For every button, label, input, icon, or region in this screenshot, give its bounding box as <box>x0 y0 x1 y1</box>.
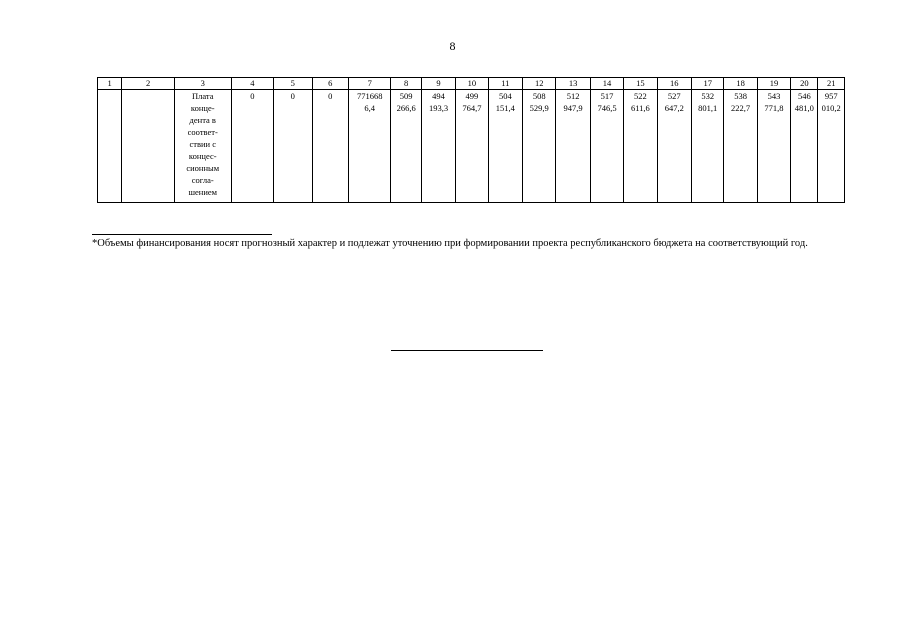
table-cell-13 <box>556 90 590 203</box>
column-number-19: 19 <box>757 78 790 90</box>
table-cell-3 <box>174 90 231 203</box>
column-number-6: 6 <box>312 78 348 90</box>
cell-line: 499 <box>465 91 479 101</box>
column-number-16: 16 <box>657 78 691 90</box>
cell-line: 746,5 <box>597 103 617 113</box>
cell-line: соответ- <box>187 127 218 137</box>
cell-line: концес- <box>188 151 217 161</box>
cell-line: Плата <box>191 91 214 101</box>
column-number-12: 12 <box>523 78 556 90</box>
cell-text <box>693 90 722 114</box>
column-number-2: 2 <box>122 78 175 90</box>
cell-text <box>392 90 419 114</box>
cell-line: 512 <box>566 91 580 101</box>
cell-line: дента в <box>189 115 216 125</box>
column-number-10: 10 <box>456 78 488 90</box>
column-number-7: 7 <box>348 78 391 90</box>
cell-text <box>457 90 486 114</box>
cell-line: 010,2 <box>821 103 841 113</box>
cell-text <box>759 90 789 114</box>
cell-line: 529,9 <box>529 103 549 113</box>
column-number-1: 1 <box>98 78 122 90</box>
cell-line: 0 <box>290 91 295 101</box>
table-cell-4 <box>231 90 274 203</box>
column-number-4: 4 <box>231 78 274 90</box>
cell-text <box>659 90 690 114</box>
cell-line: согла- <box>191 175 214 185</box>
column-number-13: 13 <box>556 78 590 90</box>
table-cell-21 <box>818 90 845 203</box>
cell-line: 193,3 <box>428 103 449 113</box>
column-number-8: 8 <box>391 78 421 90</box>
cell-line: 0 <box>328 91 333 101</box>
table-cell-19 <box>757 90 790 203</box>
cell-line: 527 <box>667 91 681 101</box>
table-cell-20 <box>791 90 818 203</box>
column-number-14: 14 <box>590 78 623 90</box>
cell-text <box>592 90 622 114</box>
cell-line: 647,2 <box>664 103 684 113</box>
table-cell-1 <box>98 90 122 203</box>
table-cell-17 <box>692 90 724 203</box>
cell-line: шением <box>188 187 218 197</box>
cell-line: 947,9 <box>563 103 583 113</box>
cell-line: 508 <box>532 91 546 101</box>
cell-line: 543 <box>767 91 781 101</box>
table-cell-10 <box>456 90 488 203</box>
cell-text <box>176 90 230 198</box>
footnote: *Объемы финансирования носят прогнозный характер и подлежат уточнению при формировании проекта республиканского бюджета на соответствующий год. <box>92 238 808 249</box>
cell-line: 504 <box>498 91 512 101</box>
cell-text <box>490 90 521 114</box>
cell-text <box>625 90 655 114</box>
column-number-20: 20 <box>791 78 818 90</box>
cell-line: сионным <box>186 163 220 173</box>
table-cell-18 <box>724 90 757 203</box>
cell-line: 0 <box>250 91 255 101</box>
cell-line: 494 <box>432 91 445 101</box>
cell-line: 6,4 <box>364 103 376 113</box>
cell-line: 611,6 <box>630 103 650 113</box>
table-cell-6 <box>312 90 348 203</box>
cell-line: 801,1 <box>698 103 718 113</box>
column-number-21: 21 <box>818 78 845 90</box>
cell-line: 771,8 <box>764 103 784 113</box>
column-number-9: 9 <box>421 78 455 90</box>
cell-line: 538 <box>734 91 747 101</box>
table-cell-5 <box>274 90 312 203</box>
cell-line: концe- <box>190 103 215 113</box>
table-cell-11 <box>488 90 522 203</box>
cell-line: 771668 <box>356 91 383 101</box>
cell-line: 546 <box>797 91 811 101</box>
table-cell-7 <box>348 90 391 203</box>
column-number-3: 3 <box>174 78 231 90</box>
table-cell-15 <box>624 90 657 203</box>
page-number: 8 <box>449 39 456 53</box>
cell-text <box>819 90 843 114</box>
cell-line: 222,7 <box>731 103 751 113</box>
column-number-5: 5 <box>274 78 312 90</box>
cell-line: 764,7 <box>462 103 482 113</box>
footnote-separator <box>92 234 272 235</box>
cell-line: 517 <box>600 91 614 101</box>
cell-text <box>792 90 816 114</box>
column-number-11: 11 <box>488 78 522 90</box>
cell-line: ствии с <box>189 139 216 149</box>
cell-text <box>314 90 347 102</box>
cell-line: 532 <box>701 91 715 101</box>
table-row-concession-fee <box>98 90 845 203</box>
cell-text <box>725 90 755 114</box>
cell-line: 522 <box>634 91 647 101</box>
cell-text <box>350 90 390 114</box>
column-number-18: 18 <box>724 78 757 90</box>
cell-line: 266,6 <box>396 103 416 113</box>
table-cell-14 <box>590 90 623 203</box>
financing-table <box>97 77 845 203</box>
cell-text <box>524 90 554 114</box>
cell-line: 957 <box>824 91 838 101</box>
cell-text <box>423 90 454 114</box>
cell-line: 481,0 <box>794 103 814 113</box>
table-cell-9 <box>421 90 455 203</box>
table-cell-16 <box>657 90 691 203</box>
column-number-15: 15 <box>624 78 657 90</box>
table-cell-12 <box>523 90 556 203</box>
cell-text <box>275 90 310 102</box>
end-of-document-line <box>391 350 543 351</box>
cell-text <box>233 90 273 102</box>
table-cell-2 <box>122 90 175 203</box>
table-header-row <box>98 78 845 90</box>
cell-text <box>557 90 588 114</box>
table-cell-8 <box>391 90 421 203</box>
cell-line: 151,4 <box>495 103 515 113</box>
cell-line: 509 <box>399 91 413 101</box>
column-number-17: 17 <box>692 78 724 90</box>
